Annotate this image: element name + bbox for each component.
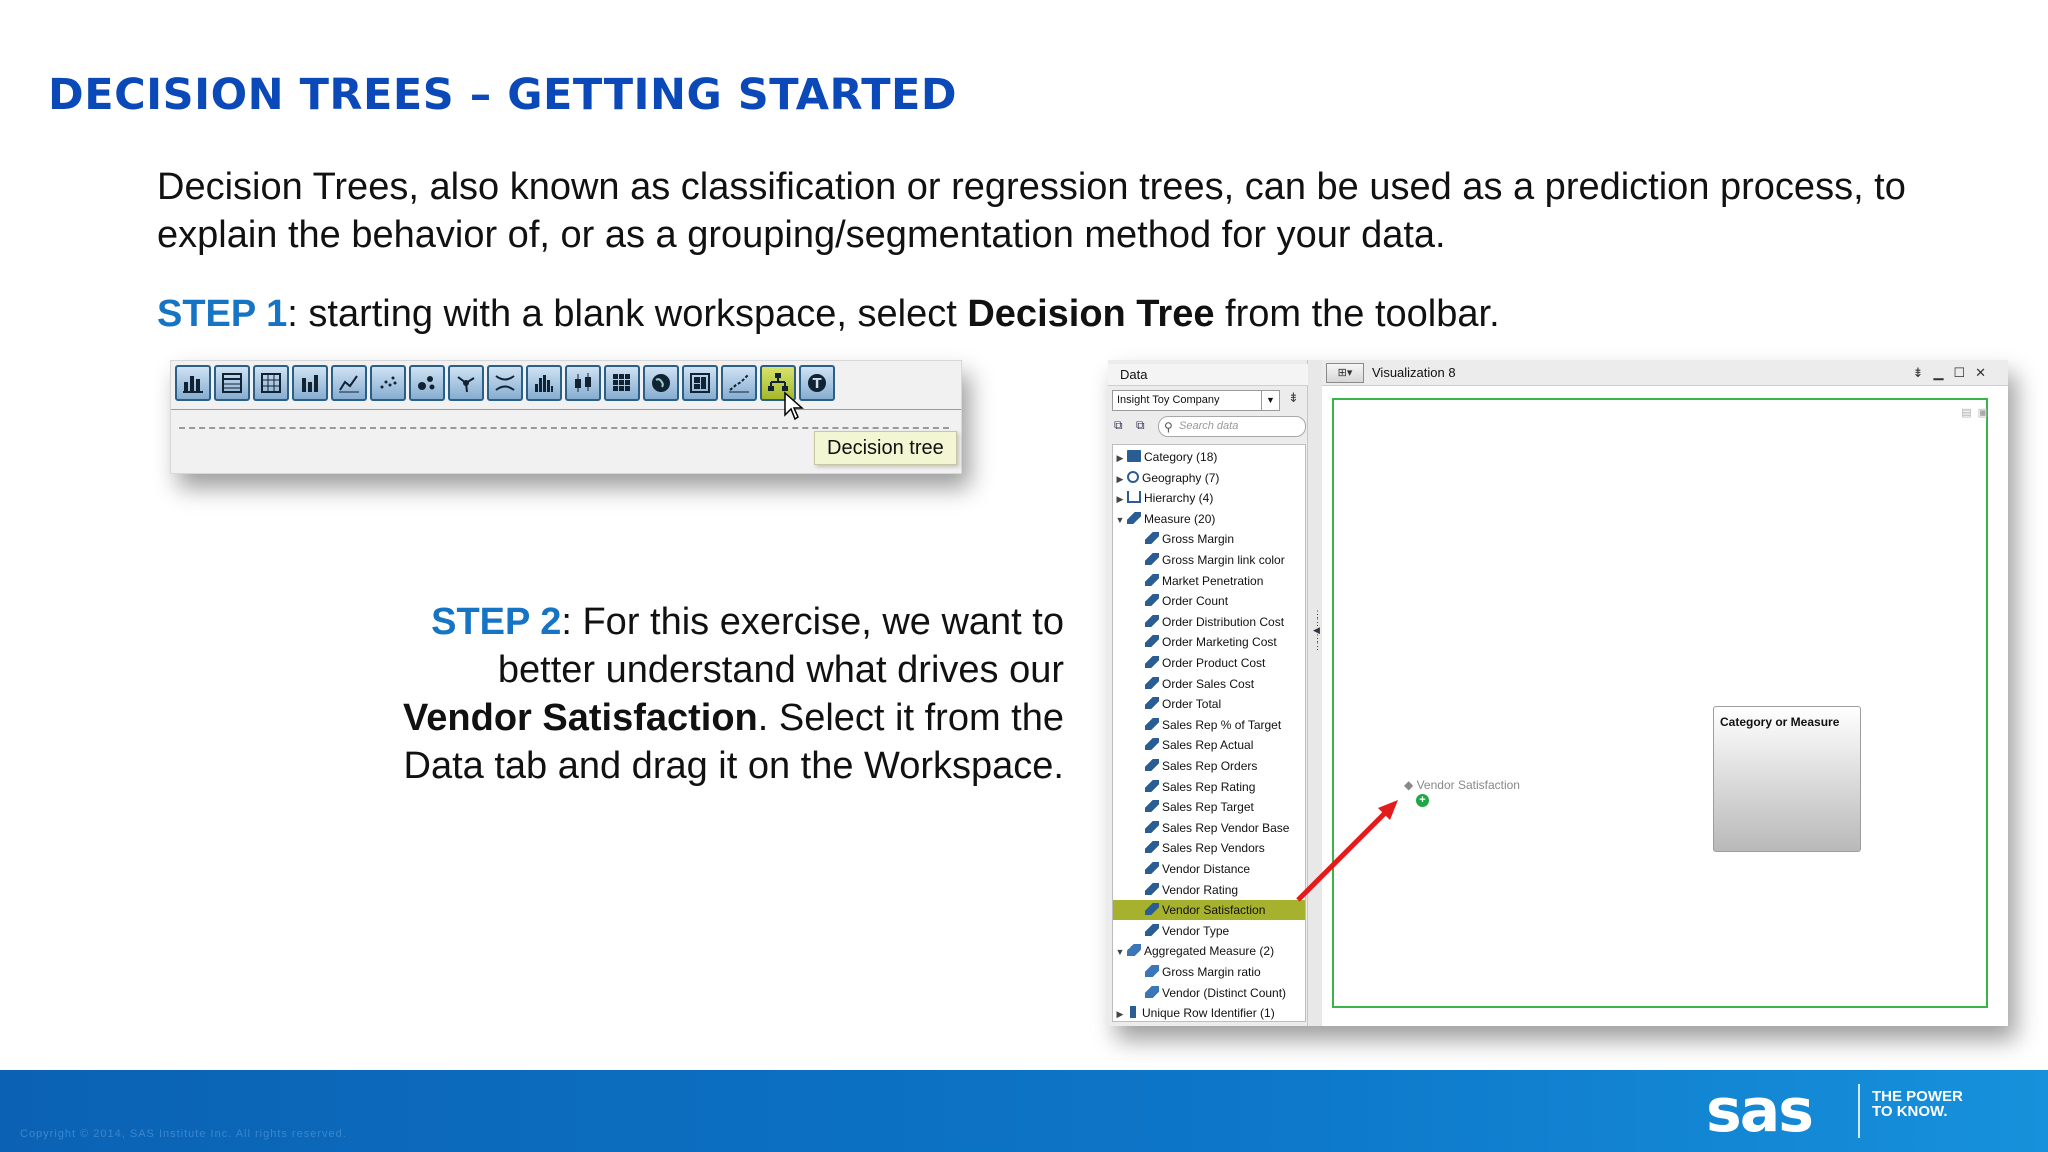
step2-text-before: : For this exercise, we want to better understand what drives our bbox=[497, 601, 1064, 691]
sas-logo: sas bbox=[1706, 1076, 1812, 1146]
crosstab-button[interactable] bbox=[253, 365, 289, 401]
red-arrow-annotation bbox=[1290, 790, 1410, 910]
data-item-label: Sales Rep % of Target bbox=[1162, 717, 1282, 732]
search-row bbox=[1112, 416, 1306, 438]
measure-icon bbox=[1145, 883, 1159, 895]
text-icon bbox=[804, 370, 830, 396]
forecast-icon bbox=[726, 370, 752, 396]
geography-icon bbox=[1127, 471, 1139, 483]
bubble-icon bbox=[414, 370, 440, 396]
dragged-data-item[interactable] bbox=[1404, 778, 1520, 806]
expand-arrow-icon[interactable]: ▶ bbox=[1116, 473, 1124, 484]
window-controls bbox=[1913, 360, 1996, 386]
correlation-button[interactable] bbox=[487, 365, 523, 401]
data-menu-icon[interactable]: ⇟ bbox=[1288, 390, 1299, 405]
data-item-label: Measure (20) bbox=[1144, 511, 1216, 526]
data-item-row[interactable] bbox=[1113, 818, 1305, 838]
measure-icon bbox=[1145, 697, 1159, 709]
treemap-button[interactable] bbox=[682, 365, 718, 401]
step2-bold: Vendor Satisfaction bbox=[403, 697, 758, 739]
step2-text-after: . Select it from the Data tab and drag it on the Workspace. bbox=[403, 697, 1064, 787]
bar-chart-button[interactable] bbox=[175, 365, 211, 401]
search-icon: ⚲ bbox=[1164, 420, 1173, 434]
step1-bold: Decision Tree bbox=[967, 293, 1215, 335]
measure-icon: ◆ bbox=[1404, 778, 1414, 792]
box-plot-button[interactable] bbox=[565, 365, 601, 401]
data-item-row[interactable] bbox=[1113, 921, 1305, 941]
sas-tagline: THE POWER TO KNOW. bbox=[1872, 1088, 1963, 1120]
heat-map-icon bbox=[609, 370, 635, 396]
crosstab-icon bbox=[258, 370, 284, 396]
logo-divider bbox=[1858, 1084, 1860, 1138]
copyright-text: Copyright © 2014, SAS Institute Inc. All rights reserved. bbox=[20, 1128, 347, 1140]
data-item-label: Market Penetration bbox=[1162, 573, 1264, 588]
expand-arrow-icon[interactable]: ▶ bbox=[1116, 1009, 1124, 1020]
bubble-button[interactable] bbox=[409, 365, 445, 401]
step1-text-after: from the toolbar. bbox=[1214, 293, 1500, 335]
data-item-label: Aggregated Measure (2) bbox=[1144, 944, 1275, 959]
measure-icon bbox=[1145, 594, 1159, 606]
data-item-label: Sales Rep Actual bbox=[1162, 738, 1254, 753]
data-tab[interactable]: Data bbox=[1108, 364, 1308, 386]
data-item-row[interactable] bbox=[1113, 447, 1305, 467]
data-item-row[interactable] bbox=[1113, 1003, 1305, 1022]
data-item-row[interactable] bbox=[1113, 880, 1305, 900]
histogram-button[interactable] bbox=[526, 365, 562, 401]
data-item-label: Geography (7) bbox=[1142, 470, 1220, 485]
unique-row-identifier-icon bbox=[1130, 1006, 1136, 1018]
measure-icon bbox=[1145, 553, 1159, 565]
data-item-row[interactable] bbox=[1113, 838, 1305, 858]
measure-icon bbox=[1145, 862, 1159, 874]
role-drop-target[interactable]: Category or Measure bbox=[1713, 706, 1861, 852]
bar-icon bbox=[297, 370, 323, 396]
data-item-label: Gross Margin ratio bbox=[1162, 965, 1261, 979]
collapse-arrow-icon[interactable]: ▼ bbox=[1115, 947, 1125, 958]
collapse-all-icon[interactable]: ⧉ bbox=[1136, 418, 1145, 432]
toolbar-divider bbox=[171, 409, 961, 410]
measure-icon bbox=[1145, 738, 1159, 750]
measure-icon bbox=[1145, 615, 1159, 627]
data-item-row[interactable] bbox=[1113, 777, 1305, 797]
table-icon bbox=[219, 370, 245, 396]
data-item-row[interactable] bbox=[1113, 612, 1305, 632]
data-item-label: Vendor Satisfaction bbox=[1162, 903, 1266, 918]
line-chart-icon bbox=[336, 370, 362, 396]
add-icon: + bbox=[1416, 794, 1429, 807]
visualization-canvas[interactable] bbox=[1322, 386, 2008, 1026]
data-item-row[interactable] bbox=[1113, 468, 1305, 488]
data-item-label: Sales Rep Vendors bbox=[1162, 841, 1265, 856]
forecast-button[interactable] bbox=[721, 365, 757, 401]
data-item-label: Unique Row Identifier (1) bbox=[1142, 1006, 1275, 1021]
data-item-label: Hierarchy (4) bbox=[1144, 491, 1214, 506]
maximize-icon[interactable]: ☐ bbox=[1953, 365, 1976, 380]
data-item-row[interactable] bbox=[1113, 591, 1305, 611]
data-item-row[interactable] bbox=[1113, 550, 1305, 570]
measure-icon bbox=[1145, 718, 1159, 730]
box-plot-icon bbox=[570, 370, 596, 396]
bar-chart-icon bbox=[180, 370, 206, 396]
geo-map-button[interactable] bbox=[643, 365, 679, 401]
measure-icon bbox=[1145, 677, 1159, 689]
histogram-icon bbox=[531, 370, 557, 396]
data-item-label: Order Distribution Cost bbox=[1162, 614, 1285, 629]
data-item-label: Vendor Rating bbox=[1162, 882, 1239, 897]
svg-text:T: T bbox=[812, 377, 822, 392]
hierarchy-icon bbox=[1127, 491, 1141, 503]
data-item-row[interactable] bbox=[1113, 488, 1305, 508]
search-input[interactable] bbox=[1158, 416, 1306, 437]
drop-zone-outline bbox=[179, 427, 949, 429]
footer-bar bbox=[0, 1070, 2048, 1152]
data-item-label: Order Count bbox=[1162, 594, 1229, 609]
visualization-toolbar bbox=[175, 365, 835, 403]
data-panel bbox=[1108, 360, 1308, 1026]
tree-type-icon: ⊞▾ bbox=[1337, 367, 1353, 379]
menu-icon[interactable]: ⇟ bbox=[1912, 365, 1934, 380]
correlation-icon bbox=[492, 370, 518, 396]
data-item-label: Order Sales Cost bbox=[1162, 676, 1255, 691]
data-item-row[interactable] bbox=[1113, 983, 1305, 1003]
network-button[interactable] bbox=[448, 365, 484, 401]
measure-icon bbox=[1145, 924, 1159, 936]
data-item-label: Order Product Cost bbox=[1162, 656, 1266, 670]
table-button[interactable] bbox=[214, 365, 250, 401]
chevron-down-icon[interactable]: ▼ bbox=[1261, 391, 1279, 410]
expand-arrow-icon[interactable]: ▶ bbox=[1116, 453, 1124, 463]
category-icon bbox=[1127, 450, 1141, 462]
data-item-row[interactable] bbox=[1113, 900, 1305, 920]
measure-icon bbox=[1145, 800, 1159, 812]
network-icon bbox=[453, 370, 479, 396]
step2-label: STEP 2 bbox=[431, 601, 562, 643]
heat-map-button[interactable] bbox=[604, 365, 640, 401]
data-item-row[interactable] bbox=[1113, 509, 1305, 529]
data-item-row[interactable] bbox=[1113, 941, 1305, 961]
data-item-row[interactable] bbox=[1113, 632, 1305, 652]
data-item-row[interactable] bbox=[1113, 653, 1305, 673]
data-item-row[interactable] bbox=[1113, 529, 1305, 549]
data-item-label: Sales Rep Vendor Base bbox=[1162, 820, 1290, 835]
step1-text bbox=[157, 293, 1500, 336]
data-item-row[interactable] bbox=[1113, 859, 1305, 879]
data-item-label: Order Marketing Cost bbox=[1162, 635, 1277, 650]
expand-all-icon[interactable]: ⧉ bbox=[1114, 418, 1123, 432]
data-item-label: Sales Rep Orders bbox=[1162, 759, 1258, 773]
data-item-label: Vendor Type bbox=[1162, 923, 1230, 938]
visual-analytics-screenshot bbox=[1108, 360, 2008, 1026]
measure-icon bbox=[1145, 656, 1159, 668]
visualization-title: Visualization 8 bbox=[1372, 365, 1456, 380]
decision-tree-tooltip: Decision tree bbox=[814, 431, 957, 465]
data-item-label: Category (18) bbox=[1144, 450, 1218, 464]
toolbar-screenshot bbox=[170, 360, 962, 474]
measure-icon bbox=[1145, 574, 1159, 586]
data-item-row[interactable] bbox=[1113, 674, 1305, 694]
treemap-icon bbox=[687, 370, 713, 396]
canvas-view-icons[interactable]: ▤▣ bbox=[1961, 407, 1994, 419]
step1-label: STEP 1 bbox=[157, 293, 288, 335]
search-placeholder: Search data bbox=[1179, 420, 1239, 432]
line-chart-button[interactable] bbox=[331, 365, 367, 401]
data-item-label: Gross Margin bbox=[1162, 532, 1235, 547]
aggregated-measure-icon bbox=[1127, 944, 1141, 956]
slide-title: DECISION TREES – GETTING STARTED bbox=[48, 70, 958, 120]
visualization-header bbox=[1322, 360, 2008, 386]
data-source-value: Insight Toy Company bbox=[1117, 394, 1220, 406]
data-item-row[interactable] bbox=[1113, 694, 1305, 714]
measure-icon bbox=[1127, 512, 1141, 524]
aggregated-measure-icon bbox=[1145, 965, 1159, 977]
expand-arrow-icon[interactable]: ▶ bbox=[1116, 494, 1124, 505]
mouse-cursor-icon bbox=[783, 391, 805, 421]
minimize-icon[interactable]: ▁ bbox=[1933, 365, 1954, 380]
data-item-row[interactable] bbox=[1113, 962, 1305, 982]
collapse-arrow-icon[interactable]: ▼ bbox=[1115, 514, 1125, 525]
panel-resize-grip[interactable]: ⋮ ⋮ ◀ ⋮ ⋮ bbox=[1313, 609, 1322, 651]
visualization-type-button[interactable] bbox=[1326, 363, 1364, 383]
dragged-item-label: Vendor Satisfaction bbox=[1416, 778, 1520, 792]
data-item-row[interactable] bbox=[1113, 715, 1305, 735]
data-item-label: Sales Rep Rating bbox=[1162, 779, 1256, 794]
step2-text bbox=[380, 598, 1064, 790]
data-item-label: Sales Rep Target bbox=[1162, 800, 1254, 815]
measure-icon bbox=[1145, 821, 1159, 833]
data-item-label: Order Total bbox=[1162, 697, 1222, 712]
geo-map-icon bbox=[648, 370, 674, 396]
measure-icon bbox=[1145, 635, 1159, 647]
data-item-label: Vendor (Distinct Count) bbox=[1162, 985, 1287, 1000]
measure-icon bbox=[1145, 532, 1159, 544]
data-item-row[interactable] bbox=[1113, 756, 1305, 776]
data-item-label: Gross Margin link color bbox=[1162, 553, 1285, 567]
drop-highlight-frame bbox=[1332, 398, 1988, 1008]
data-item-tree bbox=[1112, 444, 1306, 1022]
data-item-label: Vendor Distance bbox=[1162, 862, 1251, 876]
measure-icon bbox=[1145, 780, 1159, 792]
data-item-row[interactable] bbox=[1113, 797, 1305, 817]
aggregated-measure-icon bbox=[1145, 986, 1159, 998]
measure-icon bbox=[1145, 759, 1159, 771]
measure-icon bbox=[1145, 841, 1159, 853]
bar-button[interactable] bbox=[292, 365, 328, 401]
intro-text: Decision Trees, also known as classification or regression trees, can be used as a prediction process, to explain the behavior of, or as a grouping/segmentation method for your data. bbox=[157, 166, 1906, 256]
scatter-icon bbox=[375, 370, 401, 396]
scatter-button[interactable] bbox=[370, 365, 406, 401]
measure-icon bbox=[1145, 903, 1159, 915]
step1-text-before: : starting with a blank workspace, select bbox=[287, 293, 968, 335]
data-item-row[interactable] bbox=[1113, 735, 1305, 755]
data-item-row[interactable] bbox=[1113, 571, 1305, 591]
data-source-select[interactable] bbox=[1112, 390, 1280, 411]
close-icon[interactable]: ✕ bbox=[1975, 365, 1996, 380]
